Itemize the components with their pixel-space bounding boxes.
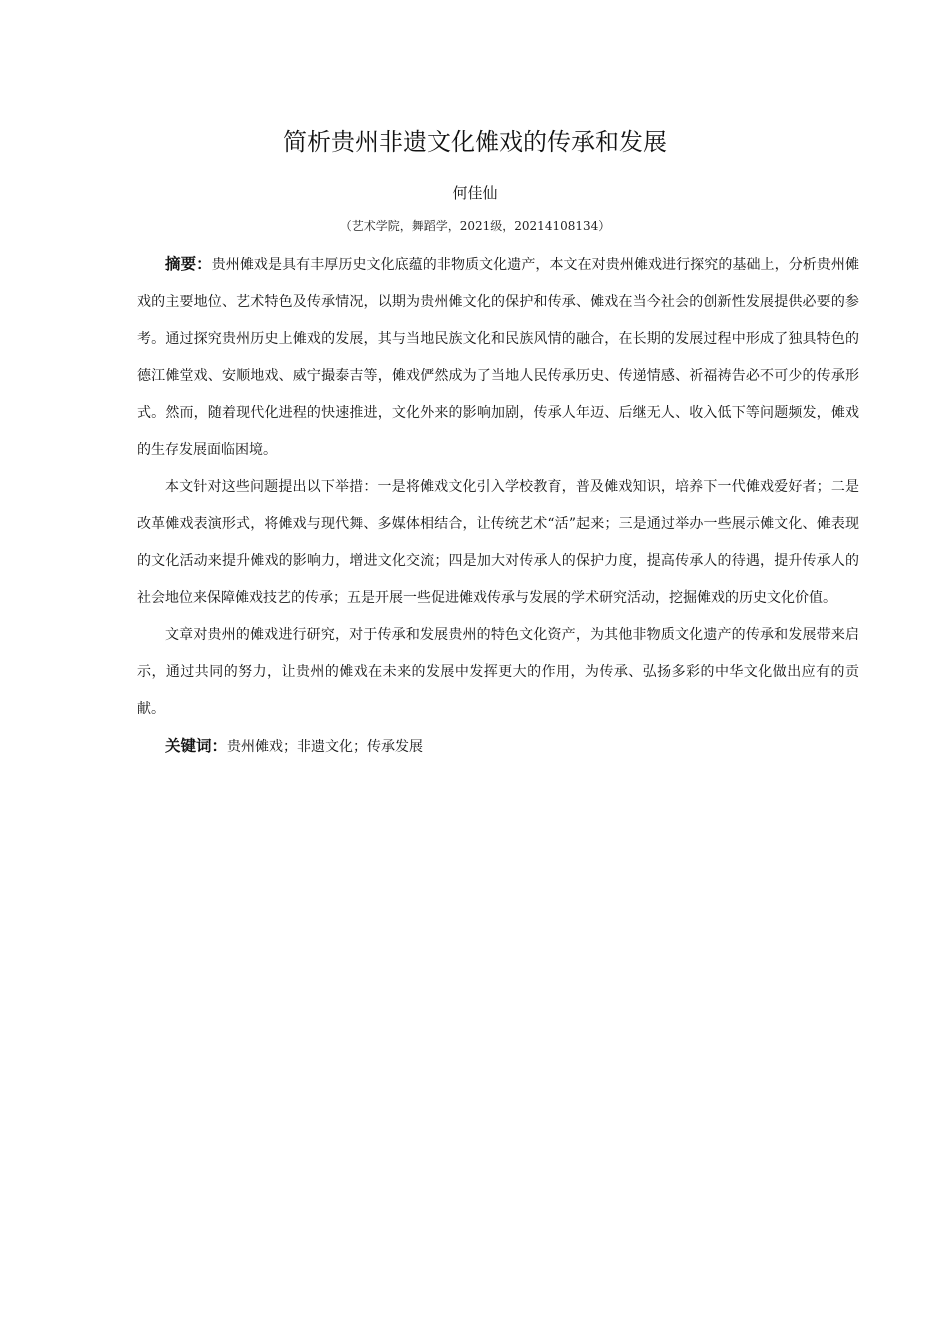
author-name: 何佳仙 (452, 184, 498, 202)
abstract-paragraph-2: 本文针对这些问题提出以下举措：一是将傩戏文化引入学校教育，普及傩戏知识，培养下一代傩戏爱好者；二是改革傩戏表演形式，将傩戏与现代舞、多媒体相结合，让传统艺术“活”起来；三是通过举办一些展示傩文化、傩表现的文化活动来提升傩戏的影响力，增进文化交流；四是加大对传承人的保护力度，提高传承人的待遇，提升传承人的社会地位来保障傩戏技艺的传承；五是开展一些促进傩戏传承与发展的学术研究活动，挖掘傩戏的历史文化价值。 (137, 479, 859, 606)
abstract-paragraph-1 (137, 246, 859, 469)
abstract-label: 摘要： (165, 255, 212, 273)
keywords-label: 关键词： (165, 737, 228, 755)
abstract-paragraph-3: 文章对贵州的傩戏进行研究，对于传承和发展贵州的特色文化资产，为其他非物质文化遗产的传承和发展带来启示，通过共同的努力，让贵州的傩戏在未来的发展中发挥更大的作用，为传承、弘扬多彩的中华文化做出应有的贡献。 (137, 627, 859, 717)
abstract-text-1: 贵州傩戏是具有丰厚历史文化底蕴的非物质文化遗产，本文在对贵州傩戏进行探究的基础上，分析贵州傩戏的主要地位、艺术特色及传承情况，以期为贵州傩文化的保护和传承、傩戏在当今社会的创新性发展提供必要的参考。通过探究贵州历史上傩戏的发展，其与当地民族文化和民族风情的融合，在长期的发展过程中形成了独具特色的德江傩堂戏、安顺地戏、威宁撮泰吉等，傩戏俨然成为了当地人民传承历史、传递情感、祈福祷告必不可少的传承形式。然而，随着现代化进程的快速推进，文化外来的影响加剧，传承人年迈、后继无人、收入低下等问题频发，傩戏的生存发展面临困境。 (137, 257, 859, 458)
author-affiliation: （艺术学院，舞蹈学，2021级，20214108134） (339, 219, 611, 233)
keywords-line (137, 728, 859, 766)
document-body (137, 246, 859, 766)
keywords-text: 贵州傩戏；非遗文化；传承发展 (227, 739, 424, 755)
page-title: 简析贵州非遗文化傩戏的传承和发展 (283, 128, 667, 156)
